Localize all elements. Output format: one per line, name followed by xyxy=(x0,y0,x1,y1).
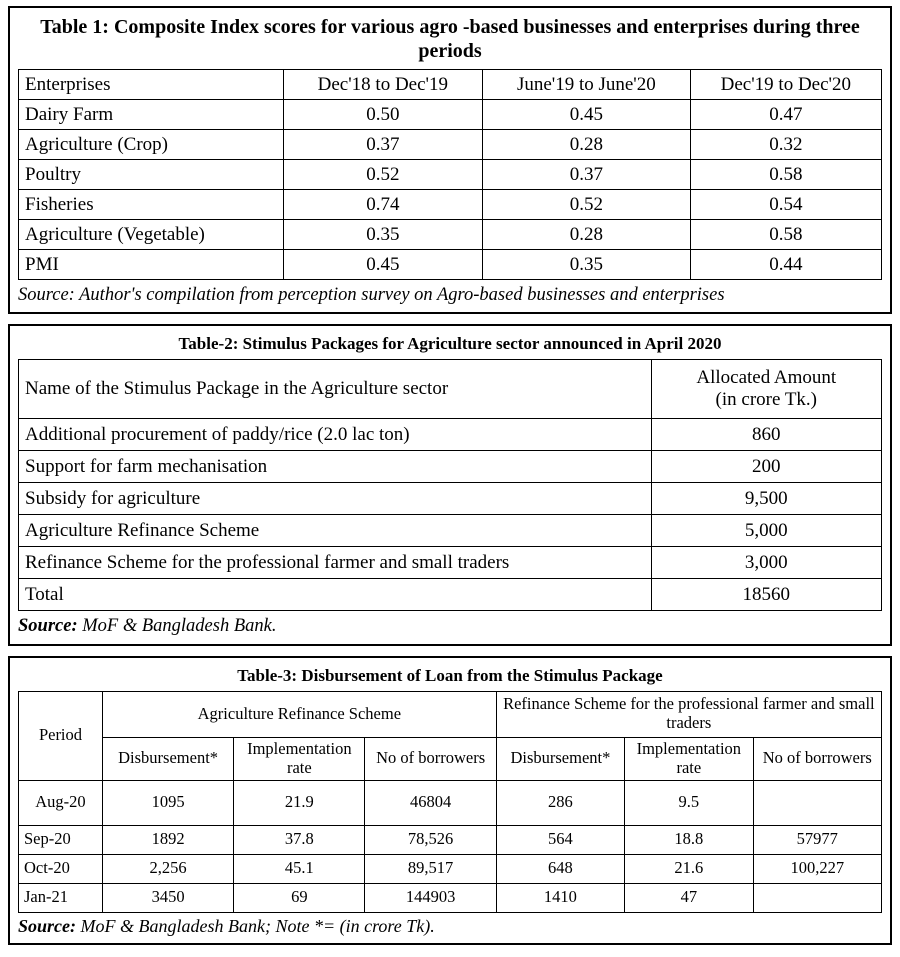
table3-row2-period: Oct-20 xyxy=(19,854,103,883)
table3-header-group1: Agriculture Refinance Scheme xyxy=(102,691,496,737)
table-row xyxy=(19,579,882,611)
table-row xyxy=(19,220,882,250)
table3-row2-a3: 89,517 xyxy=(365,854,496,883)
table2-row2-amount: 9,500 xyxy=(651,483,881,515)
table3-panel xyxy=(8,656,892,945)
table2-header-name: Name of the Stimulus Package in the Agriculture sector xyxy=(19,360,652,419)
table3-row2-b1: 648 xyxy=(496,854,624,883)
table-row xyxy=(19,883,882,912)
table3-row0-b1: 286 xyxy=(496,780,624,825)
table1-row1-v3: 0.32 xyxy=(690,130,881,160)
table3-row1-a2: 37.8 xyxy=(234,825,365,854)
table2-source-note xyxy=(18,615,882,637)
table3-row3-period: Jan-21 xyxy=(19,883,103,912)
table3-subheader-0: Disbursement* xyxy=(102,737,233,780)
table1-header-enterprises: Enterprises xyxy=(19,70,284,100)
table1-header-period3: Dec'19 to Dec'20 xyxy=(690,70,881,100)
table2-row1-name: Support for farm mechanisation xyxy=(19,451,652,483)
table3-row0-a2: 21.9 xyxy=(234,780,365,825)
table2-title: Table-2: Stimulus Packages for Agriculture sector announced in April 2020 xyxy=(178,334,722,354)
table-header-row xyxy=(19,70,882,100)
table1-row2-v2: 0.37 xyxy=(483,160,691,190)
table1-header-period1: Dec'18 to Dec'19 xyxy=(283,70,482,100)
table2-row4-amount: 3,000 xyxy=(651,547,881,579)
table-header-row xyxy=(19,360,882,419)
table3-source-label: Source: xyxy=(18,915,76,936)
table3-header-period: Period xyxy=(19,691,103,780)
table3-row2-b2: 21.6 xyxy=(625,854,753,883)
table1-row0-v2: 0.45 xyxy=(483,100,691,130)
table-row xyxy=(19,451,882,483)
table1-row5-v2: 0.35 xyxy=(483,250,691,280)
table1-row0-name: Dairy Farm xyxy=(19,100,284,130)
table1-row5-v3: 0.44 xyxy=(690,250,881,280)
table2-row4-name: Refinance Scheme for the professional farmer and small traders xyxy=(19,547,652,579)
table2-row3-amount: 5,000 xyxy=(651,515,881,547)
table-row xyxy=(19,825,882,854)
table2-header-amount-line1: Allocated Amount xyxy=(696,367,837,389)
table1-row2-v3: 0.58 xyxy=(690,160,881,190)
table3-row3-a2: 69 xyxy=(234,883,365,912)
table3-source-text: MoF & Bangladesh Bank; Note *= (in crore Tk). xyxy=(76,915,435,936)
table3-source-note xyxy=(18,916,882,937)
table1-row0-v3: 0.47 xyxy=(690,100,881,130)
table3-row1-a3: 78,526 xyxy=(365,825,496,854)
table1-row2-v1: 0.52 xyxy=(283,160,482,190)
table3-row0-a3: 46804 xyxy=(365,780,496,825)
table1-row3-v3: 0.54 xyxy=(690,190,881,220)
table2-header-amount xyxy=(651,360,881,419)
table2-source-text: MoF & Bangladesh Bank. xyxy=(77,616,277,637)
table-row xyxy=(19,130,882,160)
table1-row4-v3: 0.58 xyxy=(690,220,881,250)
table3-row0-period: Aug-20 xyxy=(19,780,103,825)
table1 xyxy=(18,69,882,280)
table1-row2-name: Poultry xyxy=(19,160,284,190)
table1-row4-v2: 0.28 xyxy=(483,220,691,250)
table2-row0-name: Additional procurement of paddy/rice (2.0 lac ton) xyxy=(19,419,652,451)
table3-subheader-4: Implementation rate xyxy=(625,737,753,780)
table1-row3-name: Fisheries xyxy=(19,190,284,220)
table2 xyxy=(18,359,882,611)
table2-row2-name: Subsidy for agriculture xyxy=(19,483,652,515)
table1-row1-v1: 0.37 xyxy=(283,130,482,160)
table2-row0-amount: 860 xyxy=(651,419,881,451)
table1-row3-v1: 0.74 xyxy=(283,190,482,220)
table2-source-label: Source: xyxy=(18,616,78,637)
table2-panel xyxy=(8,324,892,645)
table-row xyxy=(19,190,882,220)
table3-row3-b2: 47 xyxy=(625,883,753,912)
table3-subheader-1: Implementation rate xyxy=(234,737,365,780)
table1-row4-name: Agriculture (Vegetable) xyxy=(19,220,284,250)
table-row xyxy=(19,515,882,547)
table1-row1-name: Agriculture (Crop) xyxy=(19,130,284,160)
table3-row1-b3: 57977 xyxy=(753,825,881,854)
table-row xyxy=(19,780,882,825)
table-row xyxy=(19,250,882,280)
table3-row0-a1: 1095 xyxy=(102,780,233,825)
table3-subheader-3: Disbursement* xyxy=(496,737,624,780)
table3-subheader-2: No of borrowers xyxy=(365,737,496,780)
table1-row5-v1: 0.45 xyxy=(283,250,482,280)
table1-row0-v1: 0.50 xyxy=(283,100,482,130)
table2-row5-name: Total xyxy=(19,579,652,611)
table3-header-group2: Refinance Scheme for the professional farmer and small traders xyxy=(496,691,881,737)
table3-row2-a2: 45.1 xyxy=(234,854,365,883)
table3-row1-b2: 18.8 xyxy=(625,825,753,854)
table3-row0-b2: 9.5 xyxy=(625,780,753,825)
table-row xyxy=(19,100,882,130)
table3-row1-period: Sep-20 xyxy=(19,825,103,854)
table-row xyxy=(19,483,882,515)
table2-row1-amount: 200 xyxy=(651,451,881,483)
table3-title: Table-3: Disbursement of Loan from the Stimulus Package xyxy=(237,665,663,685)
table1-source-note: Source: Author's compilation from perception survey on Agro-based businesses and enterprises xyxy=(18,285,725,306)
table3-subheader-5: No of borrowers xyxy=(753,737,881,780)
table3-row3-a3: 144903 xyxy=(365,883,496,912)
table3-row1-a1: 1892 xyxy=(102,825,233,854)
table2-row3-name: Agriculture Refinance Scheme xyxy=(19,515,652,547)
table3-row3-b3 xyxy=(753,883,881,912)
table-row xyxy=(19,419,882,451)
table-row xyxy=(19,854,882,883)
table-row xyxy=(19,547,882,579)
table-header-row xyxy=(19,691,882,737)
table3-row0-b3 xyxy=(753,780,881,825)
table3-row3-a1: 3450 xyxy=(102,883,233,912)
table1-title: Table 1: Composite Index scores for various agro -based businesses and enterprises during three periods xyxy=(40,16,860,62)
table1-panel xyxy=(8,6,892,314)
table2-header-amount-line2: (in crore Tk.) xyxy=(715,389,818,411)
table1-row4-v1: 0.35 xyxy=(283,220,482,250)
table1-row3-v2: 0.52 xyxy=(483,190,691,220)
table3-row2-a1: 2,256 xyxy=(102,854,233,883)
table1-header-period2: June'19 to June'20 xyxy=(483,70,691,100)
table3-row2-b3: 100,227 xyxy=(753,854,881,883)
table1-row5-name: PMI xyxy=(19,250,284,280)
table3-row1-b1: 564 xyxy=(496,825,624,854)
table2-row5-amount: 18560 xyxy=(651,579,881,611)
table-row xyxy=(19,160,882,190)
table1-row1-v2: 0.28 xyxy=(483,130,691,160)
table-subheader-row xyxy=(19,737,882,780)
table3-row3-b1: 1410 xyxy=(496,883,624,912)
table3 xyxy=(18,691,882,913)
